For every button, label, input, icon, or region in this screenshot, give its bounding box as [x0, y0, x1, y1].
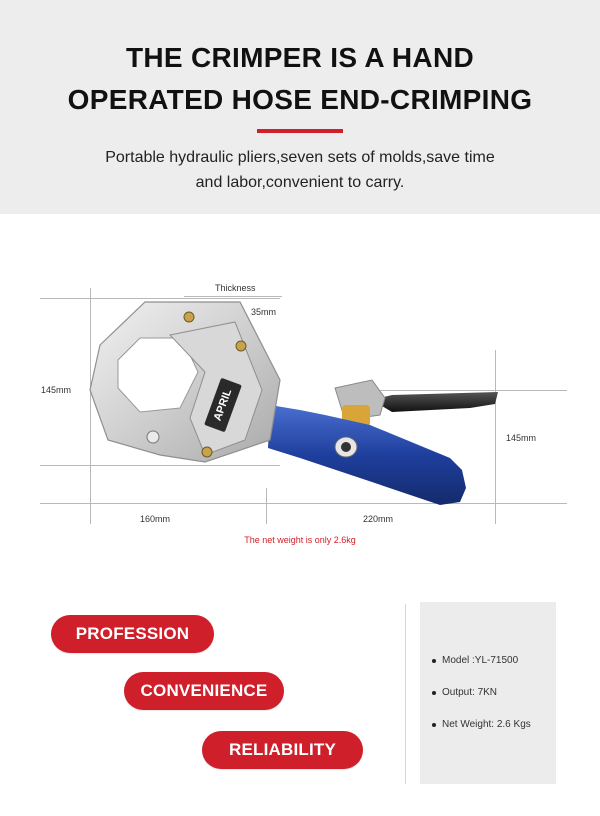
thickness-value: 35mm: [251, 307, 277, 317]
spec-output: [432, 687, 497, 698]
spec-weight: [432, 719, 531, 730]
spec-output-text: Output: 7KN: [442, 687, 498, 698]
spec-model: [432, 655, 518, 666]
page-title-line1: THE CRIMPER IS A HAND: [125, 42, 474, 73]
left-height-label: 145mm: [41, 385, 72, 395]
subtitle-line2: and labor,convenient to carry.: [195, 174, 405, 191]
bullet-icon: [432, 723, 436, 727]
width-right-label: 220mm: [363, 514, 394, 524]
page-title-line2: OPERATED HOSE END-CRIMPING: [67, 84, 533, 115]
bullet-icon: [432, 691, 436, 695]
lever-handle: [372, 392, 498, 412]
brand-text: APRIL: [211, 387, 235, 423]
spec-panel: [420, 602, 556, 784]
feature-pill-convenience: CONVENIENCE: [124, 672, 284, 710]
feature-pill-reliability: RELIABILITY: [202, 731, 363, 769]
bullet-icon: [432, 659, 436, 663]
right-height-label: 145mm: [506, 433, 537, 443]
thickness-label: Thickness: [215, 283, 256, 293]
feature-pill-profession: PROFESSION: [51, 615, 214, 653]
subtitle-line1: Portable hydraulic pliers,seven sets of molds,save time: [105, 149, 495, 166]
spec-divider: [405, 604, 406, 784]
net-weight-note: The net weight is only 2.6kg: [244, 535, 356, 545]
spec-model-text: Model :YL-71500: [442, 655, 519, 666]
width-left-label: 160mm: [140, 514, 171, 524]
spec-weight-text: Net Weight: 2.6 Kgs: [442, 719, 531, 730]
